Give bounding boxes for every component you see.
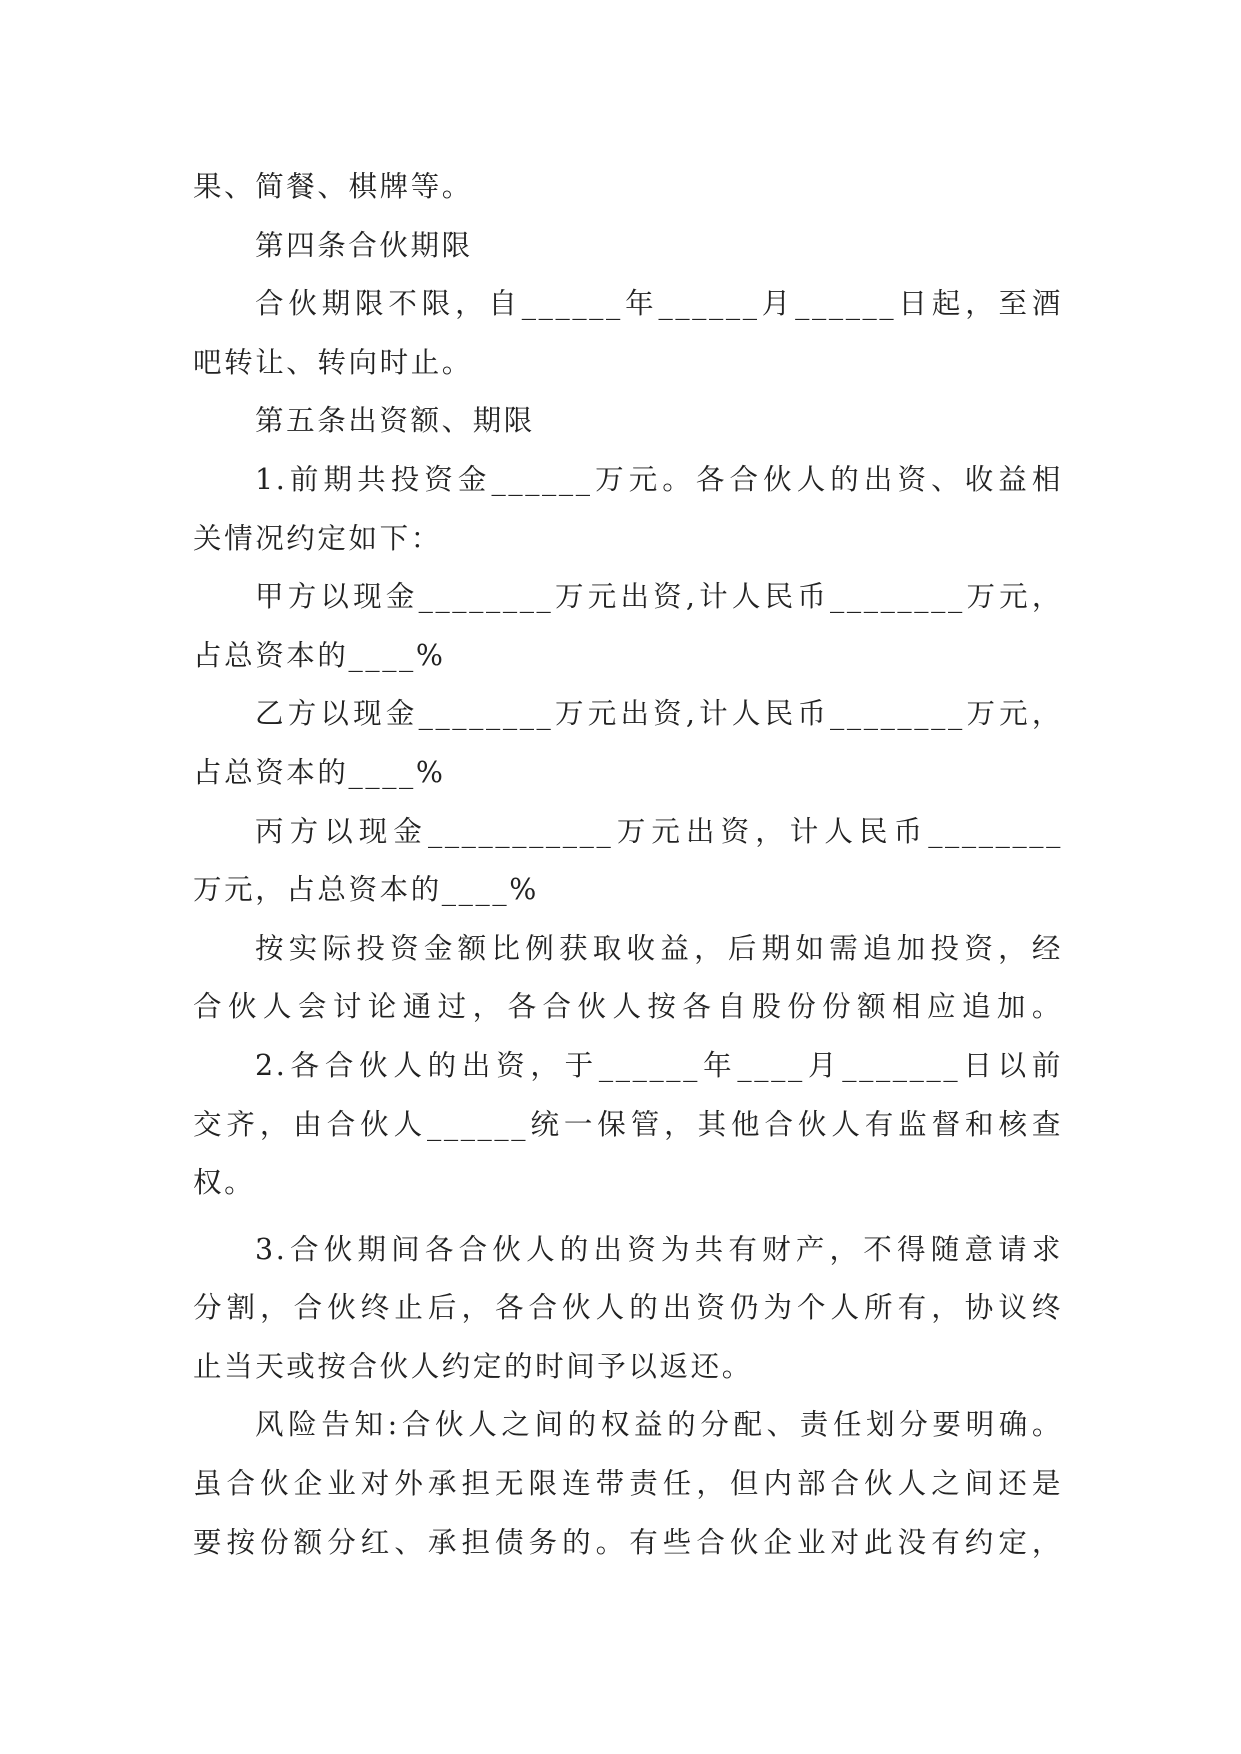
text-line-content: 丙方以现金___________万元出资，计人民币________ [255, 814, 1063, 848]
text-line-content: 风险告知:合伙人之间的权益的分配、责任划分要明确。 [255, 1408, 1063, 1442]
text-line: 占总资本的____% [193, 755, 446, 789]
text-line: 止当天或按合伙人约定的时间予以返还。 [193, 1349, 753, 1383]
paragraph-gap [193, 1213, 1063, 1221]
text-line [193, 978, 1063, 1037]
text-line [193, 803, 1063, 862]
text-line-content: 甲方以现金________万元出资,计人民币________万元， [255, 580, 1063, 614]
article-heading: 第五条出资额、期限 [255, 404, 535, 438]
text-line [193, 685, 1063, 744]
text-line [193, 1279, 1063, 1338]
text-line-content: 合伙期限不限，自______年______月______日起，至酒 [255, 287, 1063, 321]
text-line: 权。 [193, 1166, 256, 1200]
text-line-content: 3.合伙期间各合伙人的出资为共有财产，不得随意请求 [255, 1232, 1063, 1266]
text-line [193, 1396, 1063, 1455]
text-line-content: 乙方以现金________万元出资,计人民币________万元， [255, 697, 1063, 731]
text-line: 果、简餐、棋牌等。 [193, 170, 473, 203]
text-line-content: 按实际投资金额比例获取收益，后期如需追加投资，经 [255, 931, 1063, 965]
text-line [193, 451, 1063, 510]
text-line [193, 1037, 1063, 1096]
document-body [193, 158, 1063, 1572]
text-line: 吧转让、转向时止。 [193, 345, 473, 379]
text-line-content: 虽合伙企业对外承担无限连带责任，但内部合伙人之间还是 [193, 1467, 1063, 1501]
text-line-content: 合伙人会讨论通过，各合伙人按各自股份份额相应追加。 [193, 990, 1063, 1024]
text-line-content: 1.前期共投资金______万元。各合伙人的出资、收益相 [255, 462, 1063, 496]
text-line-content: 要按份额分红、承担债务的。有些合伙企业对此没有约定， [193, 1525, 1063, 1559]
text-line [193, 1096, 1063, 1155]
text-line [193, 568, 1063, 627]
text-line: 万元，占总资本的____% [193, 873, 539, 907]
text-line-content: 分割，合伙终止后，各合伙人的出资仍为个人所有，协议终 [193, 1291, 1063, 1325]
text-line: 占总资本的____% [193, 638, 446, 672]
text-line [193, 920, 1063, 979]
text-line-content: 交齐，由合伙人______统一保管，其他合伙人有监督和核查 [193, 1107, 1063, 1141]
text-line [193, 275, 1063, 334]
text-line: 关情况约定如下： [193, 521, 442, 555]
article-heading: 第四条合伙期限 [255, 228, 473, 262]
text-line [193, 1221, 1063, 1280]
text-line-content: 2.各合伙人的出资，于______年____月_______日以前 [255, 1048, 1063, 1082]
text-line [193, 1455, 1063, 1514]
text-line [193, 1514, 1063, 1573]
